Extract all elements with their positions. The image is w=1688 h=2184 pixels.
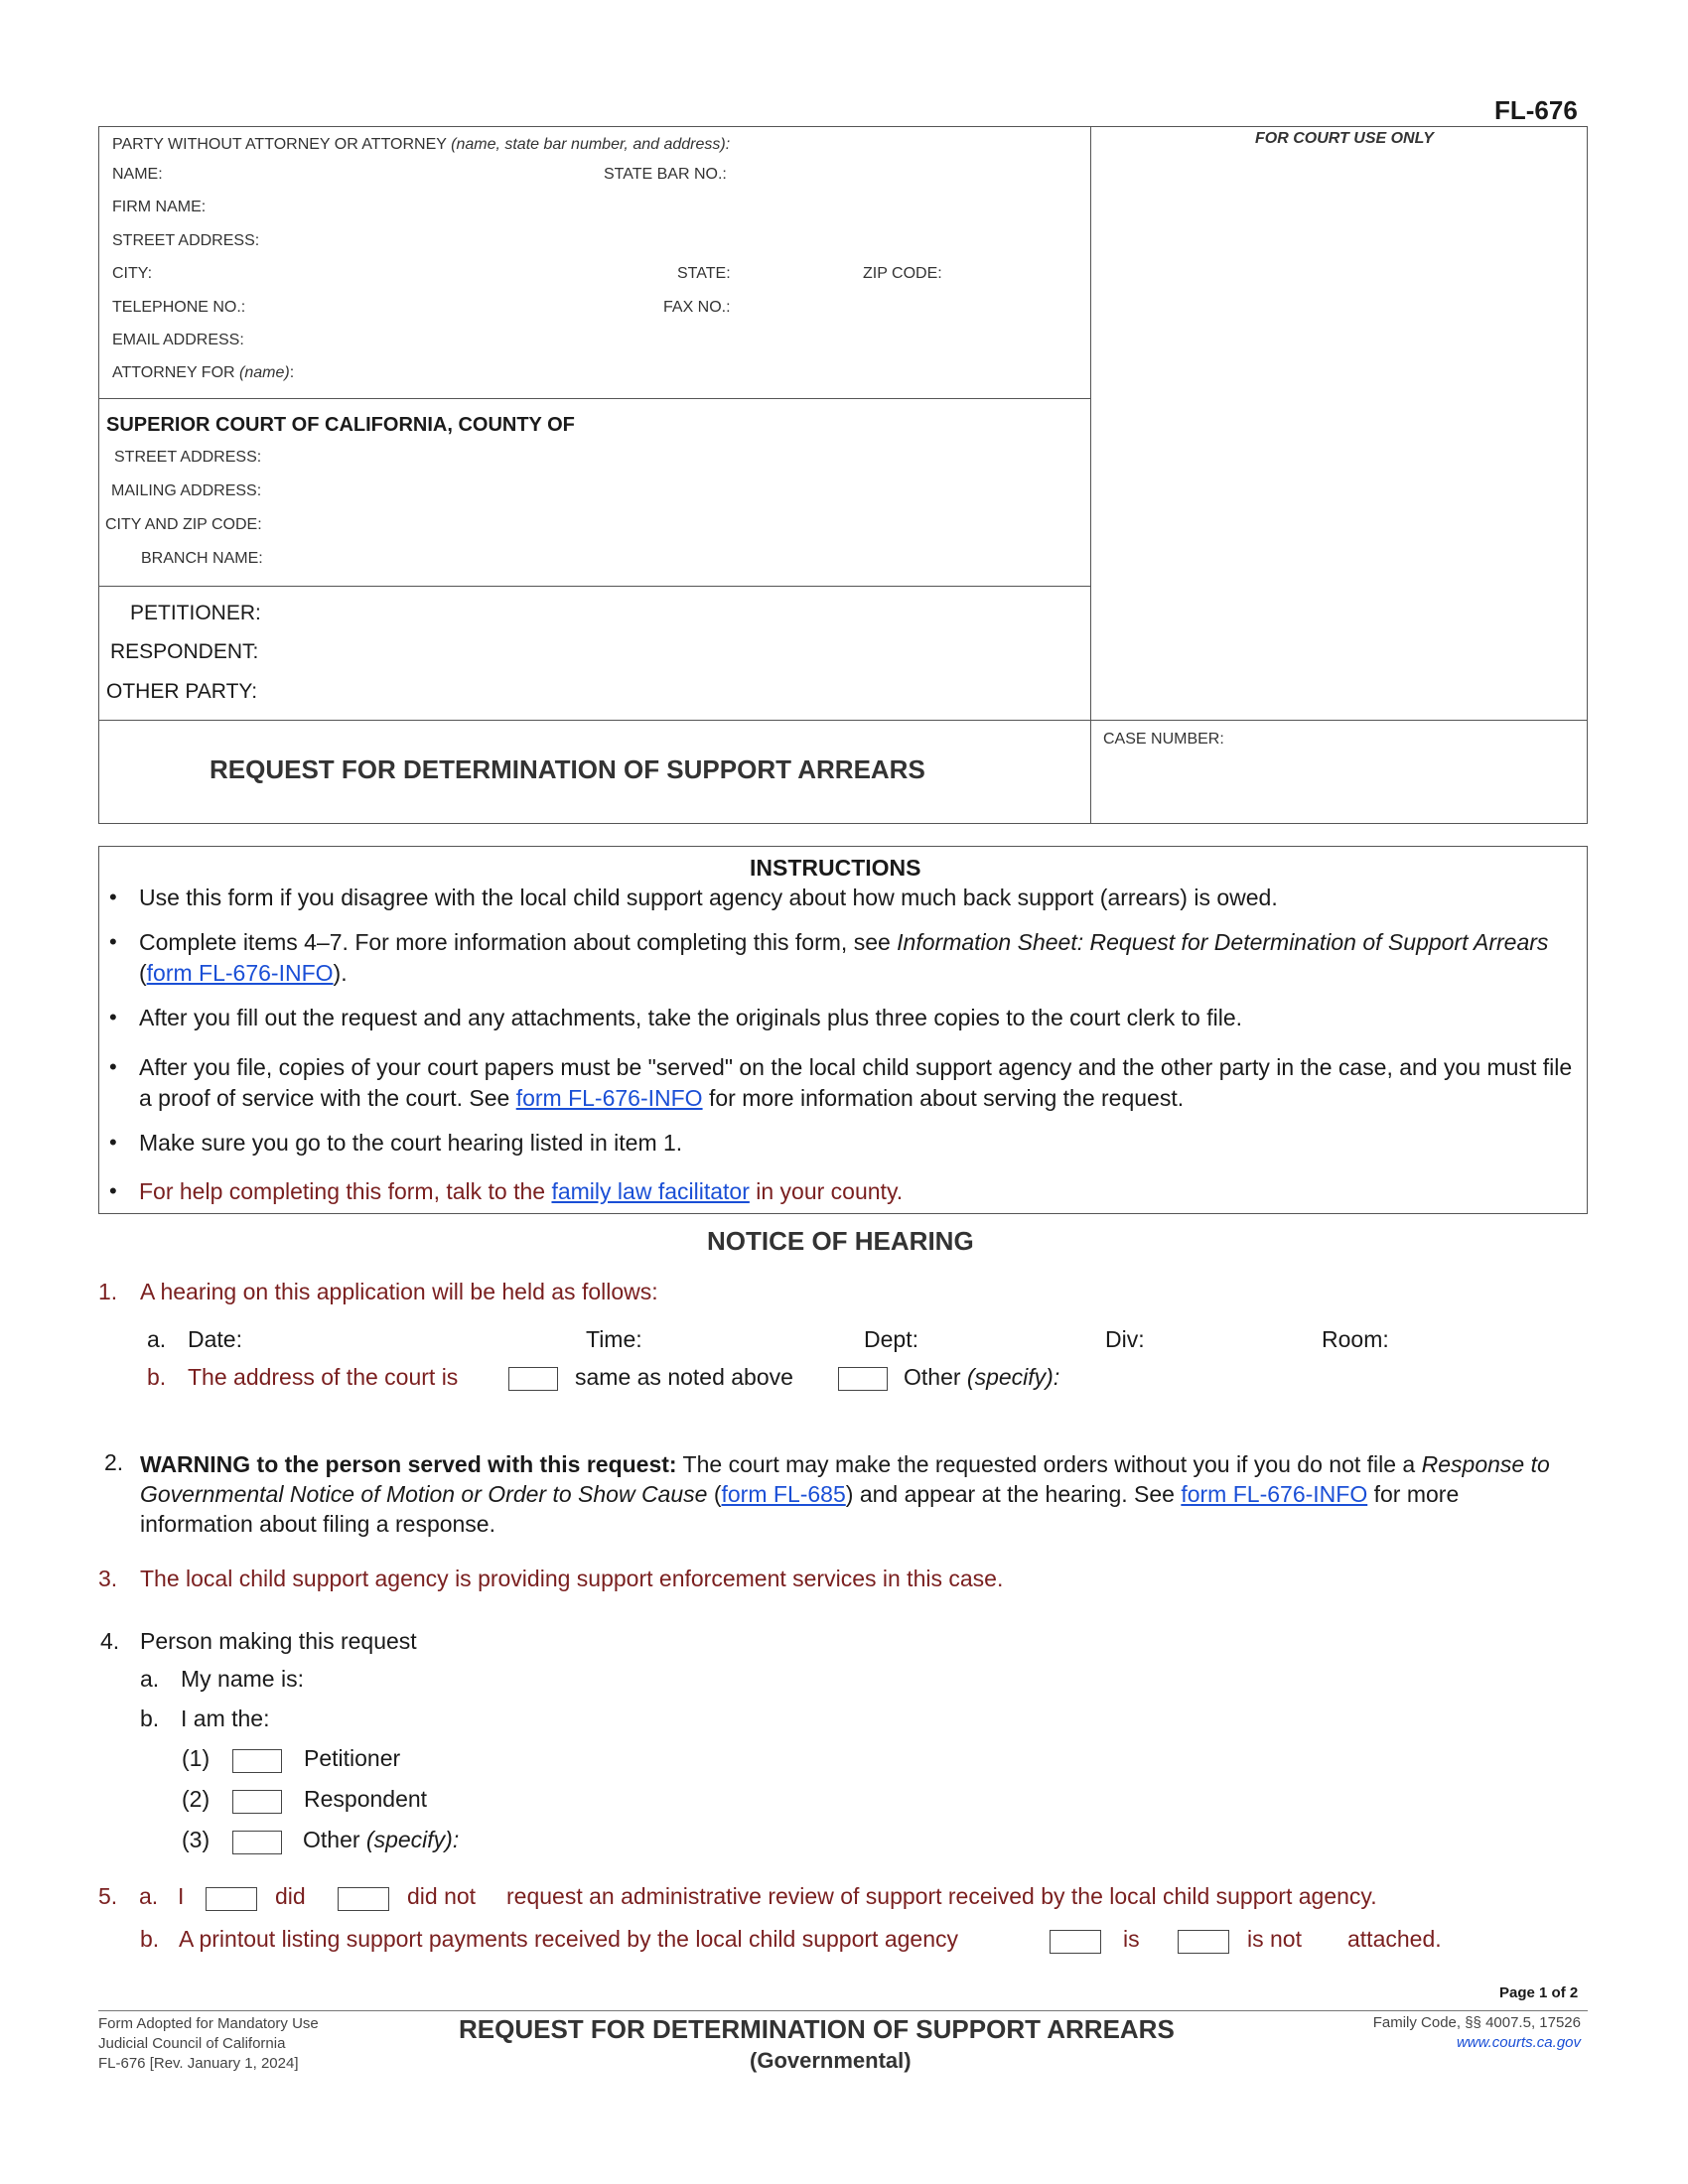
- party-city-label: CITY:: [112, 265, 153, 282]
- bullet-2: •: [109, 929, 117, 954]
- did-checkbox[interactable]: [206, 1887, 257, 1911]
- bullet-5: •: [109, 1130, 117, 1155]
- other-party-label: OTHER PARTY:: [106, 680, 258, 703]
- court-title: SUPERIOR COURT OF CALIFORNIA, COUNTY OF: [106, 414, 575, 436]
- petitioner-label: PETITIONER:: [130, 602, 261, 624]
- fl-676-info-link-1[interactable]: form FL-676-INFO: [146, 960, 334, 986]
- item-1-number: 1.: [98, 1279, 118, 1304]
- hearing-dept-label: Dept:: [864, 1326, 918, 1352]
- party-zip-label: ZIP CODE:: [863, 265, 942, 282]
- attached-label: attached.: [1347, 1926, 1442, 1952]
- footer-adopted-3: FL-676 [Rev. January 1, 2024]: [98, 2055, 299, 2072]
- did-label: did: [275, 1883, 306, 1909]
- party-street-label: STREET ADDRESS:: [112, 232, 260, 249]
- item-3-number: 3.: [98, 1566, 118, 1591]
- item-5a-i: I: [178, 1883, 185, 1909]
- item-4a-label: a.: [140, 1666, 160, 1692]
- party-state-label: STATE:: [677, 265, 731, 282]
- hearing-room-label: Room:: [1322, 1326, 1389, 1352]
- other-address-checkbox[interactable]: [838, 1367, 888, 1391]
- instruction-3: After you fill out the request and any attachments, take the originals plus three copies to the court clerk to file.: [139, 1005, 1242, 1030]
- instructions-title: INSTRUCTIONS: [750, 855, 921, 881]
- opt-1-number: (1): [182, 1745, 211, 1771]
- respondent-checkbox[interactable]: [232, 1790, 282, 1814]
- hearing-div-label: Div:: [1105, 1326, 1145, 1352]
- footer-title: REQUEST FOR DETERMINATION OF SUPPORT ARREARS: [459, 2014, 1175, 2044]
- petitioner-checkbox[interactable]: [232, 1749, 282, 1773]
- petitioner-option-label: Petitioner: [304, 1745, 401, 1771]
- item-4-title: Person making this request: [140, 1628, 417, 1654]
- instruction-6: For help completing this form, talk to the family law facilitator in your county.: [139, 1178, 904, 1204]
- telephone-label: TELEPHONE NO.:: [112, 299, 246, 316]
- court-use-label: FOR COURT USE ONLY: [1255, 130, 1434, 147]
- court-address-text: The address of the court is: [188, 1364, 459, 1390]
- footer-adopted-1: Form Adopted for Mandatory Use: [98, 2015, 319, 2032]
- item-1a-label: a.: [147, 1326, 167, 1352]
- party-header: PARTY WITHOUT ATTORNEY OR ATTORNEY (name, state bar number, and address):: [112, 136, 731, 153]
- item-5a-text: request an administrative review of support received by the local child support agency.: [506, 1883, 1377, 1909]
- court-divider: [98, 586, 1091, 587]
- firm-name-label: FIRM NAME:: [112, 199, 207, 215]
- my-name-label: My name is:: [181, 1666, 304, 1692]
- footer-subtitle: (Governmental): [750, 2048, 912, 2073]
- bullet-4: •: [109, 1054, 117, 1079]
- family-law-facilitator-link[interactable]: family law facilitator: [551, 1178, 750, 1204]
- court-city-zip-label: CITY AND ZIP CODE:: [105, 516, 262, 533]
- bullet-1: •: [109, 885, 117, 909]
- is-attached-checkbox[interactable]: [1050, 1930, 1101, 1954]
- instruction-2: Complete items 4–7. For more information about completing this form, see Information Sheet: Request for Determination of Support Arrears (form FL-676-INFO).: [139, 929, 1549, 986]
- footer-code: Family Code, §§ 4007.5, 17526: [1372, 2014, 1581, 2031]
- respondent-label: RESPONDENT:: [110, 640, 259, 663]
- footer-adopted-2: Judicial Council of California: [98, 2035, 286, 2052]
- footer-adoption: [98, 2014, 319, 2074]
- item-5b-label: b.: [140, 1926, 160, 1952]
- item-1b-label: b.: [147, 1364, 167, 1390]
- item-2-number: 2.: [104, 1449, 124, 1475]
- opt-3-number: (3): [182, 1827, 211, 1852]
- notice-title: NOTICE OF HEARING: [707, 1226, 974, 1256]
- did-not-label: did not: [407, 1883, 477, 1909]
- courts-website-link[interactable]: www.courts.ca.gov: [1456, 2034, 1581, 2051]
- court-street-label: STREET ADDRESS:: [114, 449, 262, 466]
- item-4b-label: b.: [140, 1706, 160, 1731]
- email-label: EMAIL ADDRESS:: [112, 332, 244, 348]
- party-name-label: NAME:: [112, 166, 163, 183]
- fl-685-link[interactable]: form FL-685: [721, 1481, 846, 1507]
- hearing-date-label: Date:: [188, 1326, 242, 1352]
- footer-rule: [98, 2010, 1588, 2011]
- form-title: REQUEST FOR DETERMINATION OF SUPPORT ARREARS: [210, 754, 925, 784]
- state-bar-label: STATE BAR NO.:: [604, 166, 727, 183]
- bullet-3: •: [109, 1005, 117, 1029]
- same-as-above-label: same as noted above: [575, 1364, 793, 1390]
- instruction-4: After you file, copies of your court papers must be "served" on the local child support agency and the other party in the case, and you must file a proof of service with the court. See form FL-676-INFO for more information about serving the request.: [139, 1054, 1573, 1111]
- is-not-attached-checkbox[interactable]: [1178, 1930, 1229, 1954]
- item-5a-label: a.: [139, 1883, 159, 1909]
- fl-676-info-link-3[interactable]: form FL-676-INFO: [1181, 1481, 1368, 1507]
- item-1-text: A hearing on this application will be held as follows:: [140, 1279, 658, 1304]
- court-branch-label: BRANCH NAME:: [141, 550, 263, 567]
- other-address-label: Other (specify):: [904, 1364, 1060, 1390]
- case-number-label: CASE NUMBER:: [1103, 731, 1224, 748]
- respondent-option-label: Respondent: [304, 1786, 428, 1812]
- item-3-text: The local child support agency is providing support enforcement services in this case.: [140, 1566, 1004, 1591]
- attorney-for-label: ATTORNEY FOR (name):: [112, 364, 295, 381]
- other-person-label: Other (specify):: [303, 1827, 460, 1852]
- is-label: is: [1123, 1926, 1140, 1952]
- other-person-checkbox[interactable]: [232, 1831, 282, 1854]
- instruction-5: Make sure you go to the court hearing listed in item 1.: [139, 1130, 683, 1156]
- party-divider: [98, 398, 1091, 399]
- item-5b-text: A printout listing support payments received by the local child support agency: [179, 1926, 958, 1952]
- is-not-label: is not: [1247, 1926, 1302, 1952]
- i-am-label: I am the:: [181, 1706, 270, 1731]
- court-mailing-label: MAILING ADDRESS:: [111, 482, 262, 499]
- fax-label: FAX NO.:: [663, 299, 731, 316]
- fl-676-info-link-2[interactable]: form FL-676-INFO: [515, 1085, 703, 1111]
- hearing-time-label: Time:: [586, 1326, 642, 1352]
- item-2-warning: WARNING to the person served with this request: The court may make the requested orders without you if you do not file a Response to Governmental Notice of Motion or Order to Show Cause (form FL-685) and appear at the hearing. See form FL-676-INFO for more information about filing a response.: [140, 1451, 1550, 1537]
- form-id: FL-676: [1494, 95, 1578, 125]
- title-divider: [98, 720, 1588, 721]
- instruction-1: Use this form if you disagree with the local child support agency about how much back support (arrears) is owed.: [139, 885, 1278, 910]
- item-5-number: 5.: [98, 1883, 118, 1909]
- page-number: Page 1 of 2: [1499, 1984, 1579, 2001]
- did-not-checkbox[interactable]: [338, 1887, 389, 1911]
- opt-2-number: (2): [182, 1786, 211, 1812]
- same-as-above-checkbox[interactable]: [508, 1367, 558, 1391]
- item-4-number: 4.: [100, 1628, 120, 1654]
- bullet-6: •: [109, 1178, 117, 1203]
